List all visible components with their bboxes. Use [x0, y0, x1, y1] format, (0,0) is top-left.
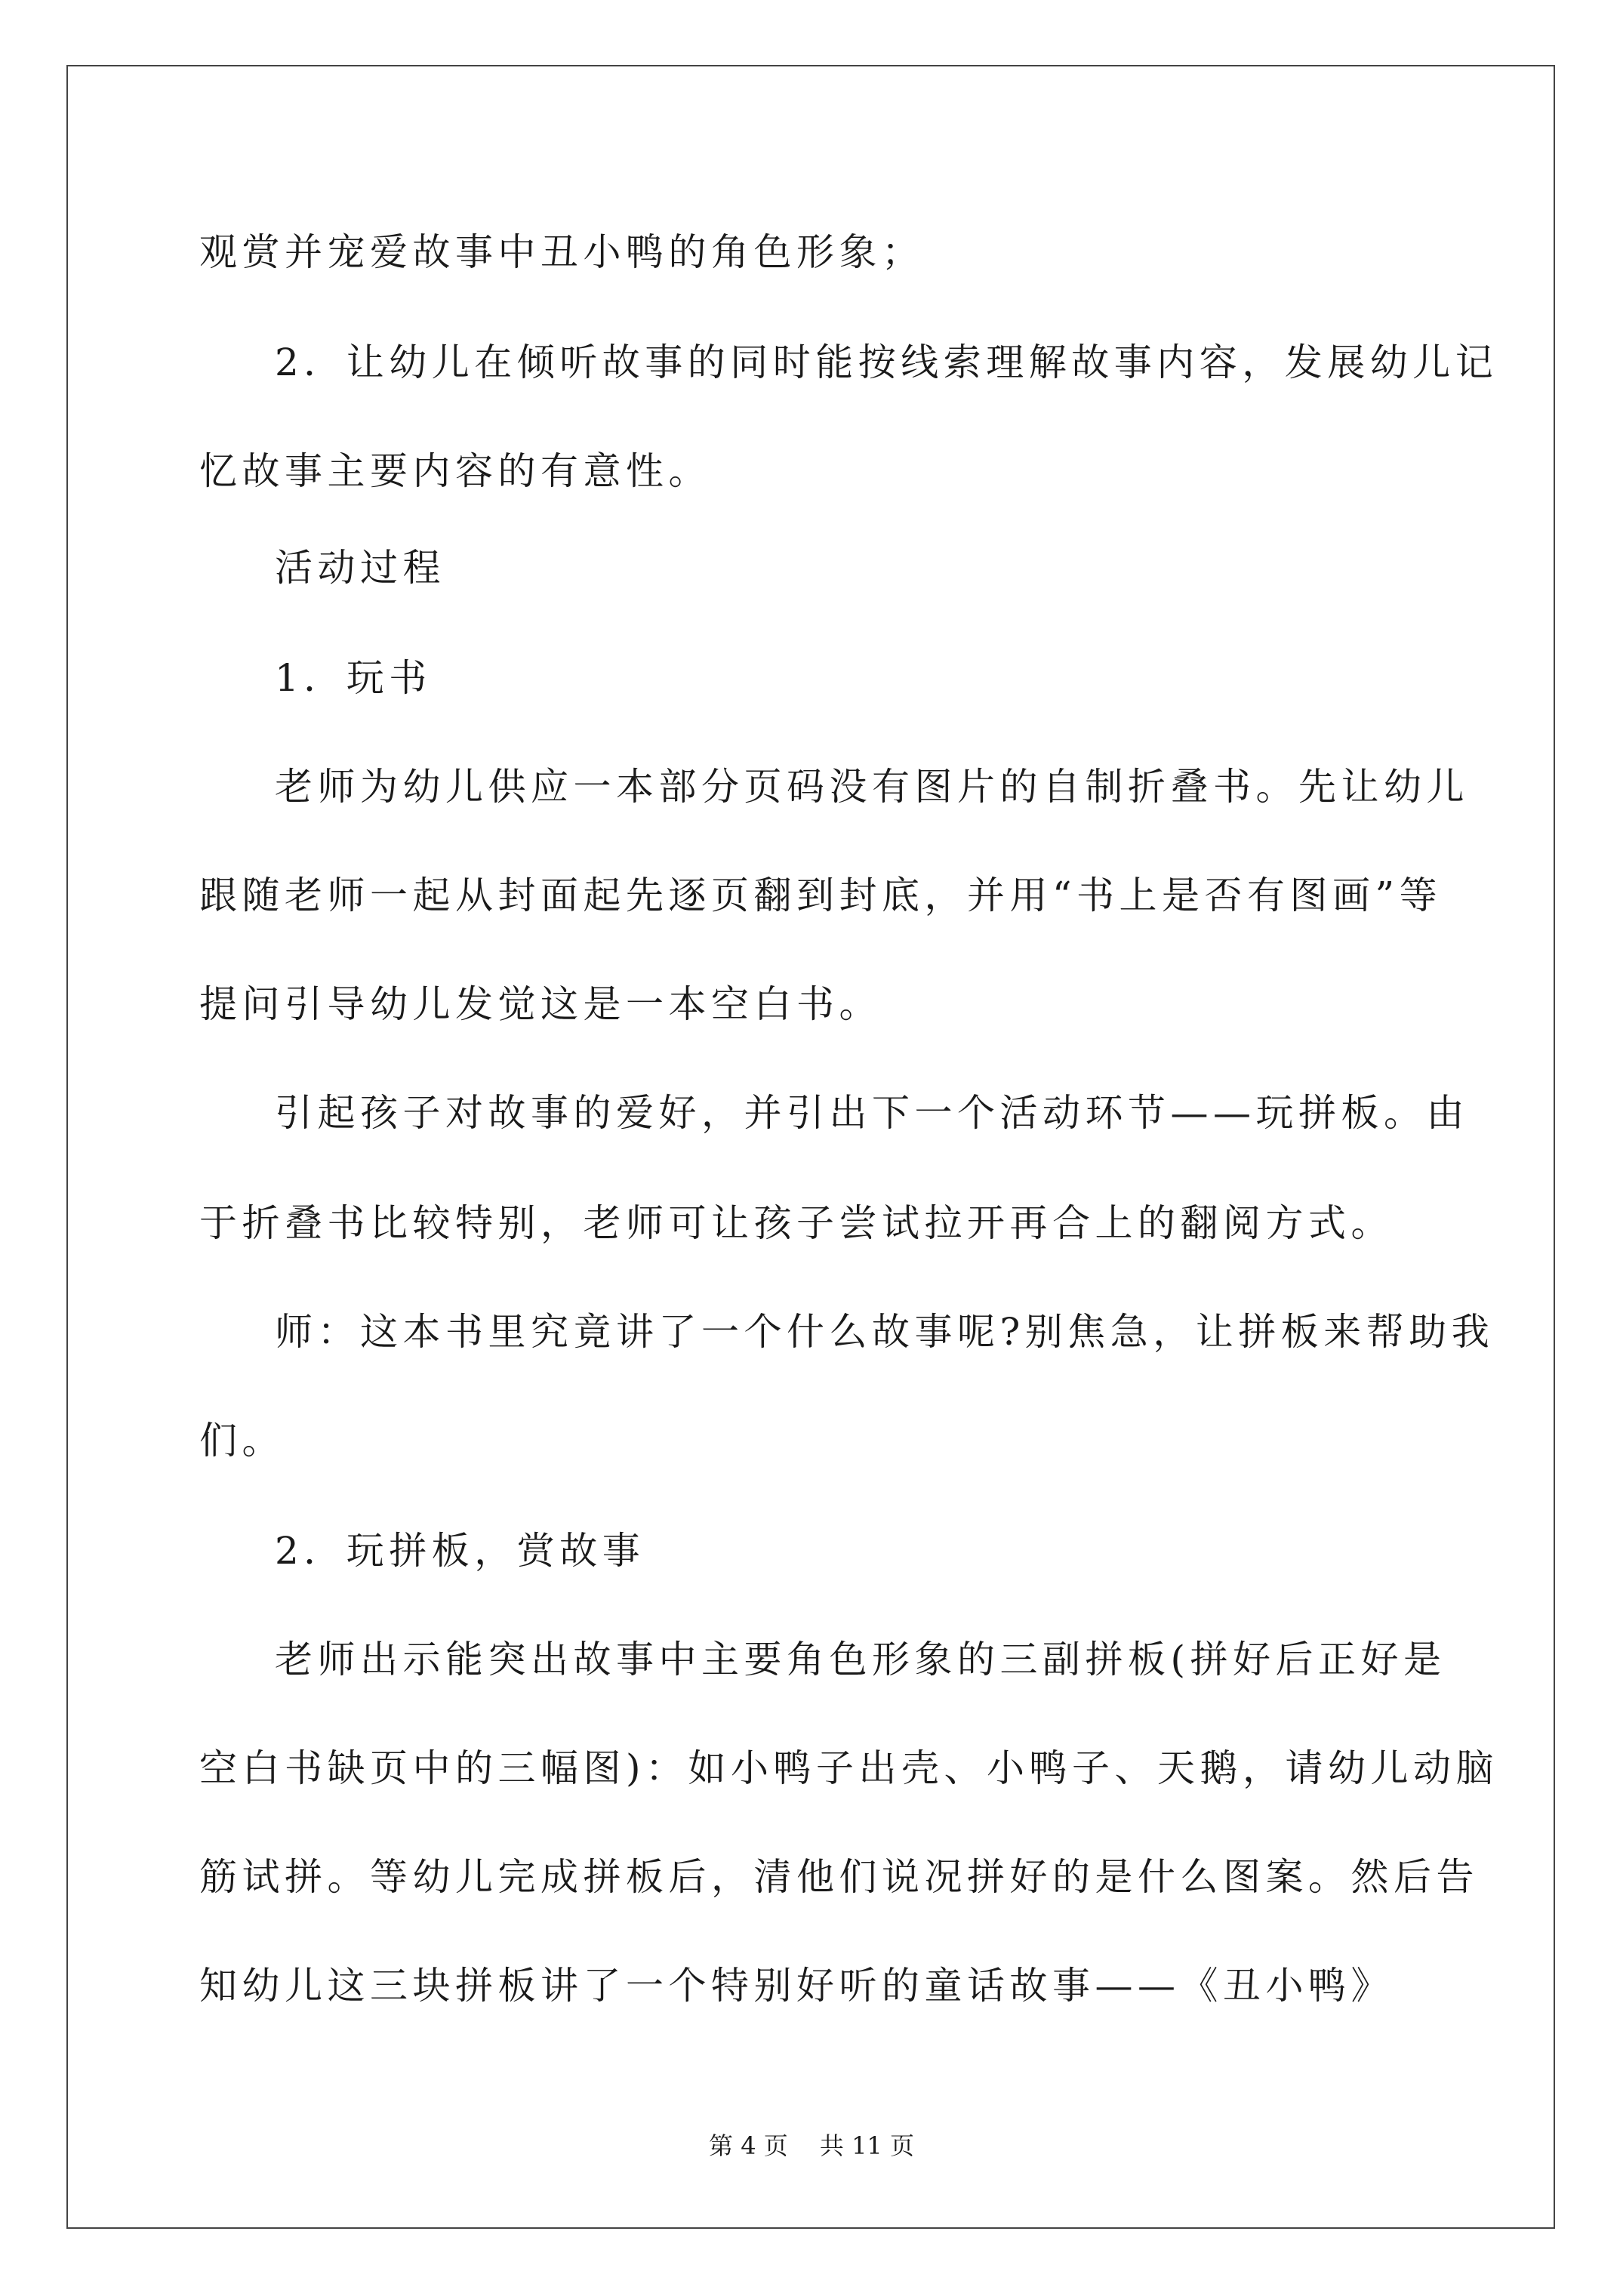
- text-line: 引起孩子对故事的爱好，并引出下一个活动环节——玩拼板。由: [275, 1091, 1469, 1135]
- text-line: 们。: [199, 1419, 285, 1462]
- text-line: 老师出示能突出故事中主要角色形象的三副拼板(拼好后正好是: [275, 1638, 1446, 1681]
- text-line: 观赏并宠爱故事中丑小鸭的角色形象；: [199, 230, 925, 274]
- text-line: 2．让幼儿在倾听故事的同时能按线索理解故事内容，发展幼儿记: [275, 341, 1498, 384]
- text-line: 忆故事主要内容的有意性。: [199, 449, 711, 493]
- page-frame: [66, 65, 1555, 2229]
- text-line: 于折叠书比较特别，老师可让孩子尝试拉开再合上的翻阅方式。: [199, 1201, 1394, 1245]
- subsection-heading: 1．玩书: [275, 656, 432, 700]
- section-heading: 活动过程: [275, 546, 445, 590]
- text-line: 提问引导幼儿发觉这是一本空白书。: [199, 982, 882, 1026]
- subsection-heading: 2．玩拼板，赏故事: [275, 1529, 645, 1573]
- text-line: 知幼儿这三块拼板讲了一个特别好听的童话故事——《丑小鸭》: [199, 1964, 1394, 2008]
- text-line: 老师为幼儿供应一本部分页码没有图片的自制折叠书。先让幼儿: [275, 765, 1469, 809]
- page-number: 第 4 页 共 11 页: [709, 2131, 914, 2160]
- text-line: 跟随老师一起从封面起先逐页翻到封底，并用“书上是否有图画”等: [199, 874, 1443, 917]
- text-line: 空白书缺页中的三幅图)：如小鸭子出壳、小鸭子、天鹅，请幼儿动脑: [199, 1746, 1499, 1790]
- text-line: 师：这本书里究竟讲了一个什么故事呢?别焦急，让拼板来帮助我: [275, 1310, 1495, 1354]
- text-line: 筋试拼。等幼儿完成拼板后，清他们说况拼好的是什么图案。然后告: [199, 1855, 1479, 1899]
